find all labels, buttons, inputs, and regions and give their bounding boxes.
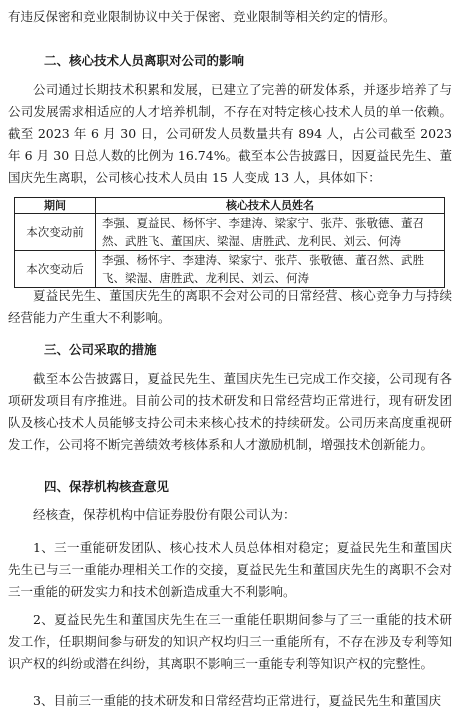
section-heading-3: 三、公司采取的措施 — [44, 342, 157, 357]
section-4-intro: 经核查，保荐机构中信证券股份有限公司认为： — [33, 507, 296, 522]
continuation-line: 有违反保密和竞业限制协议中关于保密、竞业限制等相关约定的情形。 — [8, 9, 396, 24]
table-cell-period: 本次变动后 — [15, 251, 96, 288]
table-header-row — [15, 198, 445, 214]
table-header-names: 核心技术人员姓名 — [96, 198, 445, 214]
table-cell-period: 本次变动前 — [15, 214, 96, 251]
section-4-item-2: 2、夏益民先生和董国庆先生在三一重能任职期间参与了三一重能的技术研发工作，任职期间参与研发的知识产权均归三一重能所有，不存在涉及专利等知识产权的纠纷或潜在纠纷，其离职不影响三一重能专利等知识产权的完整性。 — [8, 612, 452, 671]
section-4-item-3: 3、目前三一重能的技术研发和日常经营均正常进行，夏益民先生和董国庆 — [33, 693, 441, 708]
section-3-paragraph: 截至本公告披露日，夏益民先生、董国庆先生已完成工作交接，公司现有各项研发项目有序推进。目前公司的技术研发和日常经营均正常进行，现有研发团队及核心技术人员能够支持公司未来核心技术的持续研发。公司历来高度重视研发工作，公司将不断完善绩效考核体系和人才激励机制，增强技术创新能力。 — [8, 371, 452, 452]
table-header-period: 期间 — [15, 198, 96, 214]
table-cell-names: 李强、夏益民、杨怀宇、李建涛、梁家宁、张芹、张敬德、董召然、武胜飞、董国庆、梁湿、唐胜武、龙利民、刘云、何涛 — [96, 214, 445, 251]
section-2-paragraph: 公司通过长期技术积累和发展，已建立了完善的研发体系，并逐步培养了与公司发展需求相适应的人才培养机制，不存在对特定核心技术人员的单一依赖。截至 2023 年 6 月 30 日，公司研发人员数量共有 894 人，占公司截至 2023 年 6 月 30 日总人数的比例为 16.74%。截至本公告披露日，因夏益民先生、董国庆先生离职，公司核心技术人员由 15 人变成 13 人，具体如下： — [8, 82, 452, 185]
section-2-after-table: 夏益民先生、董国庆先生的离职不会对公司的日常经营、核心竞争力与持续经营能力产生重大不利影响。 — [8, 288, 452, 325]
section-heading-4: 四、保荐机构核查意见 — [44, 479, 170, 494]
table-row — [15, 251, 445, 288]
section-heading-2: 二、核心技术人员离职对公司的影响 — [44, 53, 245, 68]
table-row — [15, 214, 445, 251]
core-staff-table — [14, 197, 445, 288]
table-cell-names: 李强、杨怀宇、李建涛、梁家宁、张芹、张敬德、董召然、武胜飞、梁湿、唐胜武、龙利民、刘云、何涛 — [96, 251, 445, 288]
section-4-item-1: 1、三一重能研发团队、核心技术人员总体相对稳定；夏益民先生和董国庆先生已与三一重能办理相关工作的交接，夏益民先生和董国庆先生的离职不会对三一重能的研发实力和技术创新造成重大不利影响。 — [8, 540, 452, 599]
